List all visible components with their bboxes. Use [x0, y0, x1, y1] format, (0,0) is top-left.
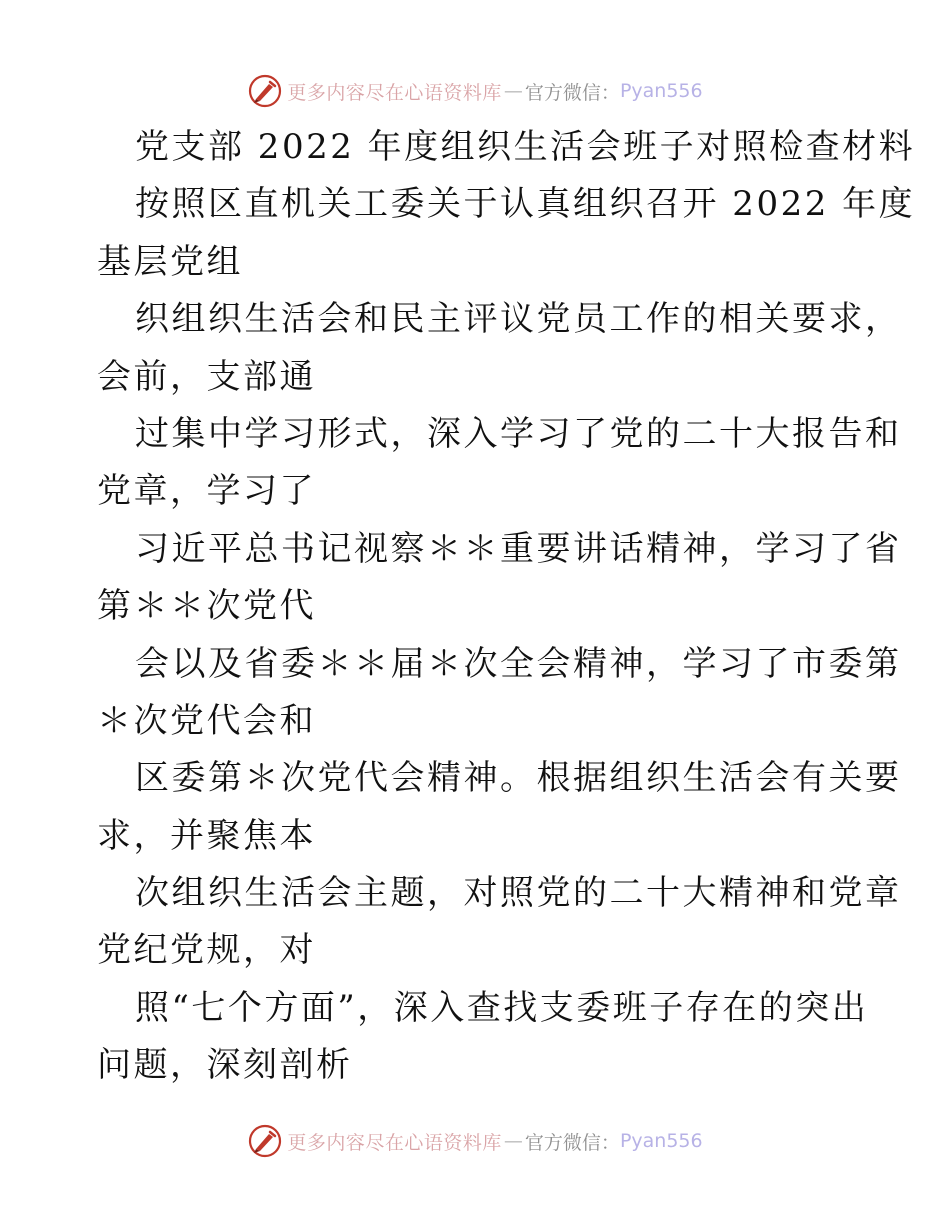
- watermark-dash: —: [503, 1130, 523, 1152]
- text-line: 会以及省委＊＊届＊次全会精神，学习了市委第: [135, 643, 902, 684]
- pen-logo-icon: [247, 1123, 283, 1159]
- text-line: 求，并聚焦本: [97, 815, 316, 856]
- text-line: 党纪党规，对: [97, 930, 316, 971]
- watermark-label: 官方微信：: [524, 81, 620, 104]
- text-line: 党支部 2022 年度组织生活会班子对照检查材料: [135, 127, 916, 167]
- watermark-label: 官方微信：: [524, 1131, 620, 1154]
- text-line: 照“七个方面”，深入查找支委班子存在的突出: [135, 987, 869, 1028]
- text-line: 习近平总书记视察＊＊重要讲话精神，学习了省: [135, 528, 902, 569]
- watermark-text: 更多内容尽在心语资料库: [287, 81, 502, 104]
- watermark-wechat-id: Pyan556: [619, 80, 703, 102]
- text-line: 第＊＊次党代: [97, 586, 316, 627]
- watermark-dash: —: [503, 80, 523, 102]
- text-line: 区委第＊次党代会精神。根据组织生活会有关要: [135, 758, 902, 799]
- text-line: 会前，支部通: [97, 356, 316, 397]
- watermark-header: [0, 71, 950, 111]
- text-line: 次组织生活会主题，对照党的二十大精神和党章: [135, 873, 902, 914]
- watermark-wechat-id: Pyan556: [619, 1130, 703, 1152]
- text-line: 按照区直机关工委关于认真组织召开 2022 年度: [135, 184, 916, 225]
- text-line: ＊次党代会和: [97, 700, 316, 741]
- watermark-footer: [0, 1121, 950, 1161]
- watermark-text: 更多内容尽在心语资料库: [287, 1131, 502, 1154]
- text-line: 问题，深刻剖析: [97, 1045, 353, 1086]
- text-line: 基层党组: [97, 241, 243, 282]
- pen-logo-icon: [247, 73, 283, 109]
- text-line: 过集中学习形式，深入学习了党的二十大报告和: [135, 413, 902, 454]
- text-line: 党章，学习了: [97, 471, 316, 512]
- text-line: 织组织生活会和民主评议党员工作的相关要求，: [135, 299, 902, 340]
- document-body: [97, 119, 916, 1095]
